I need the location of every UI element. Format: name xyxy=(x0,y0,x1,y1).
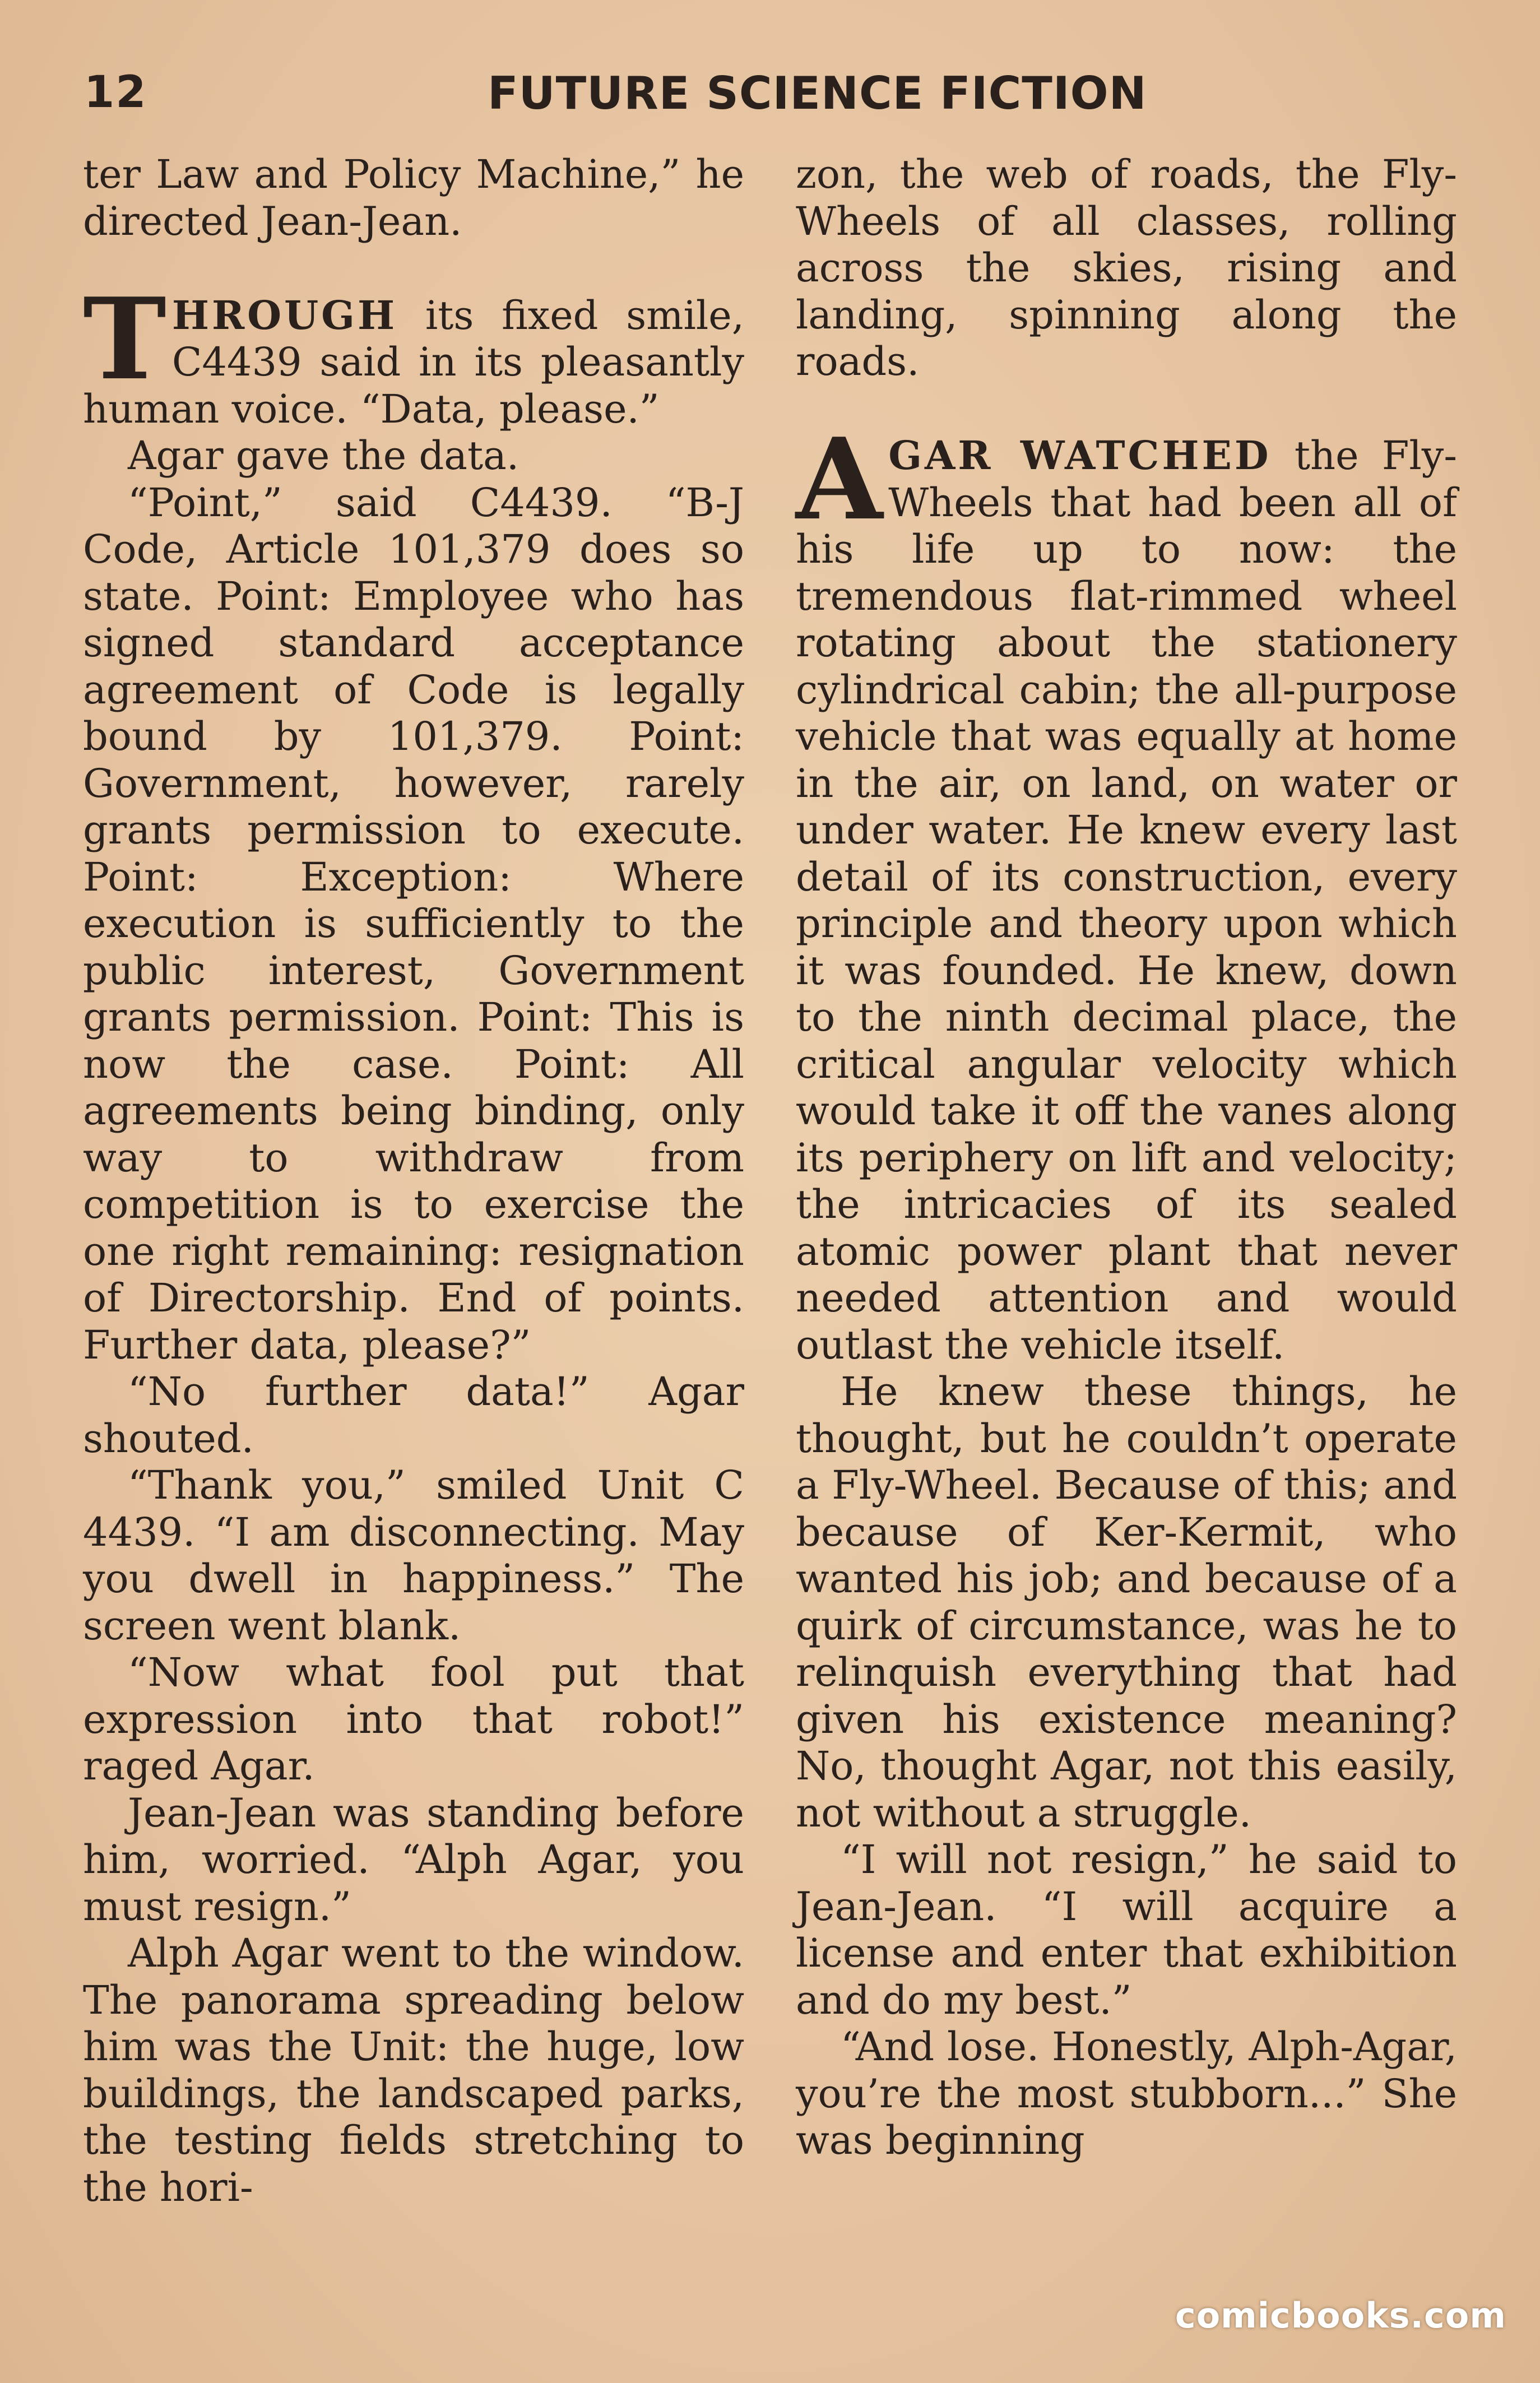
paragraph: “Thank you,” smiled Unit C 4439. “I am disconnecting. May you dwell in happiness.” The screen went blank. xyxy=(83,1462,744,1649)
paragraph: “I will not resign,” he said to Jean-Jean. “I will acquire a license and enter that exhibition and do my best.” xyxy=(796,1837,1457,2023)
paragraph: “Point,” said C4439. “B-J Code, Article 101,379 does so state. Point: Employee who has signed standard acceptance agreement of Code is legally bound by 101,379. Point: Government, however, rarely grants permission to execute. Point: Exception: Where execution is sufficiently to the public interest, Government grants permission. Point: This is now the case. Point: All agreements being binding, only way to withdraw from competition is to exercise the one right remaining: resignation of Directorship. End of points. Further data, please?” xyxy=(83,479,744,1368)
running-title: FUTURE SCIENCE FICTION xyxy=(488,67,1147,119)
paragraph: “Now what fool put that expression into that robot!” raged Agar. xyxy=(83,1649,744,1789)
dropcap-paragraph xyxy=(83,273,744,433)
paragraph: “No further data!” Agar shouted. xyxy=(83,1369,744,1462)
lead-in-text: HROUGH xyxy=(171,291,398,339)
page-number: 12 xyxy=(84,67,147,118)
paragraph: “And lose. Honestly, Alph-Agar, you’re the most stubborn...” She was beginning xyxy=(796,2024,1457,2163)
paragraph: He knew these things, he thought, but he couldn’t operate a Fly-Wheel. Because of this; and because of Ker-Kermit, who wanted his job; and because of a quirk of circumstance, was he to relinquish everything that had given his existence meaning? No, thought Agar, not this easily, not without a struggle. xyxy=(796,1369,1457,1836)
drop-cap: T xyxy=(83,273,166,405)
paragraph: Agar gave the data. xyxy=(128,433,519,479)
paragraph: ter Law and Policy Machine,” he directed Jean-Jean. xyxy=(83,151,744,244)
paragraph: zon, the web of roads, the Fly-Wheels of all classes, rolling across the skies, rising and landing, spinning along the roads. xyxy=(796,151,1457,384)
paragraph-text: the Fly-Wheels that had been all of his life up to now: the tremendous flat-rimmed wheel rotating about the stationery cylindrical cabin; the all-purpose vehicle that was equally at home in the air, on land, on water or under water. He knew every last detail of its construction, every principle and theory upon which it was founded. He knew, down to the ninth decimal place, the critical angular velocity which would take it off the vanes along its periphery on lift and velocity; the intricacies of its sealed atomic power plant that never needed attention and would outlast the vehicle itself. xyxy=(796,433,1457,1368)
lead-in-text: GAR WATCHED xyxy=(888,432,1272,479)
dropcap-paragraph xyxy=(796,414,1457,1369)
drop-cap: A xyxy=(796,414,883,545)
paragraph: Alph Agar went to the window. The panorama spreading below him was the Unit: the huge, low buildings, the landscaped parks, the testing fields stretching to the hori- xyxy=(83,1930,744,2210)
right-column xyxy=(796,151,1457,2164)
site-watermark: comicbooks.com xyxy=(1175,2295,1506,2336)
left-column xyxy=(83,151,744,2211)
paragraph-text: its fixed smile, C4439 said in its pleasantly human voice. “Data, please.” xyxy=(83,292,744,432)
paragraph: Jean-Jean was standing before him, worried. “Alph Agar, you must resign.” xyxy=(83,1789,744,1930)
